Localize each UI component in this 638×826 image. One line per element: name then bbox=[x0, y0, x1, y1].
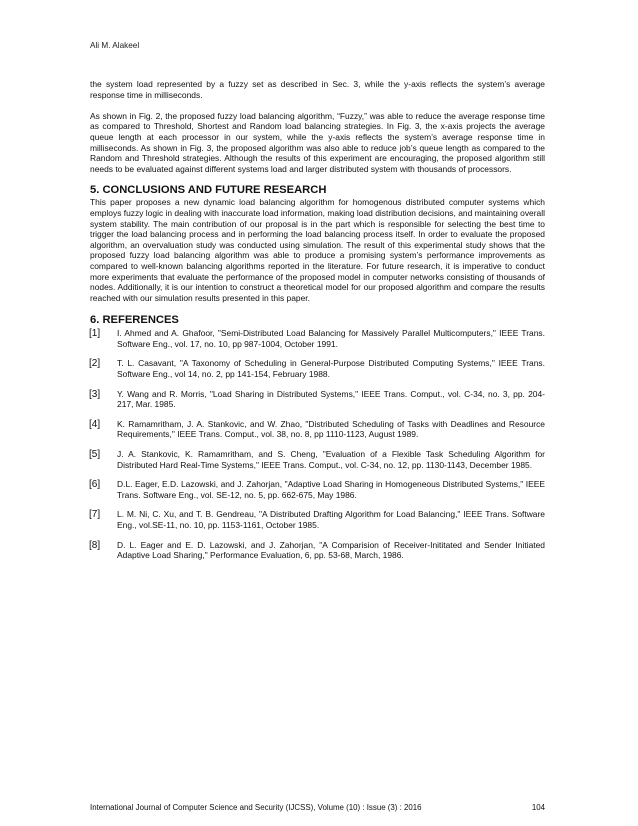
running-head-author: Ali M. Alakeel bbox=[90, 41, 140, 50]
reference-number: [7] bbox=[89, 509, 101, 521]
reference-number: [5] bbox=[89, 449, 101, 461]
reference-list bbox=[90, 328, 545, 561]
reference-item bbox=[90, 509, 545, 530]
reference-text: J. A. Stankovic, K. Ramamritham, and S. Cheng, "Evaluation of a Flexible Task Scheduling Algorithm for Distributed Hard Real-Time Systems," IEEE Trans. Comput., vol. C-34, no. 12, pp. 1130-1143, December 1985. bbox=[117, 449, 545, 470]
reference-item bbox=[90, 479, 545, 500]
reference-text: T. L. Casavant, "A Taxonomy of Scheduling in General-Purpose Distributed Computing Systems," IEEE Trans. Software Eng., vol 14, no. 2, pp 141-154, February 1988. bbox=[117, 358, 545, 380]
reference-number: [4] bbox=[89, 418, 101, 430]
page-footer bbox=[90, 803, 545, 812]
reference-text: K. Ramamritham, J. A. Stankovic, and W. Zhao, "Distributed Scheduling of Tasks with Deadlines and Resource Requirements," IEEE Trans. Comput., vol. 38, no. 8, pp 1110-1123, August 1989. bbox=[117, 418, 545, 440]
reference-number: [2] bbox=[89, 358, 101, 370]
footer-page-number: 104 bbox=[531, 803, 545, 812]
reference-text: I. Ahmed and A. Ghafoor, "Semi-Distributed Load Balancing for Massively Parallel Multicomputers," IEEE Trans. Software Eng., vol. 17, no. 10, pp 987-1004, October 1991. bbox=[117, 328, 545, 349]
paragraph-conclusions: This paper proposes a new dynamic load balancing algorithm for homogenous distributed computer systems which employs fuzzy logic in dealing with inaccurate load information, making load distribution decisions, and maintaining overall system stability. The main contribution of our proposal is in the part which is responsible for selecting the best time to trigger the load balancing process and in performing the load balancing process itself. In order to evaluate the proposed algorithm, an overvaluation study was conducted using simulation. The result of this experimental study shows that the proposed fuzzy load balancing algorithm was able to produce a promising system’s performance improvements as compared to well-known balancing algorithms reported in the literature. For future research, it is imperative to conduct more experiments that evaluate the performance of the proposed model in computer networks consisting of thousands of nodes. Additionally, it is our intention to construct a theoretical model for our proposed algorithm and compare the results reached with our simulation results presented in this paper. bbox=[90, 197, 545, 303]
reference-item bbox=[90, 328, 545, 349]
footer-journal: International Journal of Computer Science and Security (IJCSS), Volume (10) : Issue (3) : 2016 bbox=[90, 803, 422, 812]
reference-number: [3] bbox=[89, 388, 101, 400]
reference-item bbox=[90, 358, 545, 379]
page-content bbox=[90, 79, 545, 570]
reference-text: Y. Wang and R. Morris, "Load Sharing in Distributed Systems," IEEE Trans. Comput., vol. C-34, no. 3, pp. 204-217, Mar. 1985. bbox=[117, 388, 545, 410]
reference-text: L. M. Ni, C. Xu, and T. B. Gendreau, "A Distributed Drafting Algorithm for Load Balancing," IEEE Trans. Software Eng., vol.SE-11, no. 10, pp. 1153-1161, October 1985. bbox=[117, 509, 545, 530]
paragraph-continuation: the system load represented by a fuzzy set as described in Sec. 3, while the y-axis reflects the system’s average response time in milliseconds. bbox=[90, 79, 545, 100]
reference-text: D.L. Eager, E.D. Lazowski, and J. Zahorjan, "Adaptive Load Sharing in Homogeneous Distributed Systems," IEEE Trans. Software Eng., vol. SE-12, no. 5, pp. 662-675, May 1986. bbox=[117, 479, 545, 500]
section-heading-references: 6. REFERENCES bbox=[90, 314, 179, 327]
reference-item bbox=[90, 389, 545, 410]
paragraph-results: As shown in Fig. 2, the proposed fuzzy load balancing algorithm, “Fuzzy,” was able to reduce the average response time as compared to Threshold, Shortest and Random load balancing strategies. In Fig. 3, the x-axis projects the average queue length at each processor in our system, while the y-axis reflects the system’s average response time in milliseconds. As shown in Fig. 3, the proposed algorithm was also able to reduce job’s queue length as compared to the Random and Threshold strategies. Although the results of this experiment are encouraging, the proposed algorithm still needs to be evaluated against different systems load and larger distributed system with thousands of processors. bbox=[90, 110, 545, 174]
reference-number: [8] bbox=[89, 539, 101, 551]
reference-number: [6] bbox=[89, 479, 101, 491]
reference-item bbox=[90, 540, 545, 561]
reference-text: D. L. Eager and E. D. Lazowski, and J. Zahorjan, "A Comparision of Receiver-Inititated and Sender Initiated Adaptive Load Sharing," Performance Evaluation, 6, pp. 53-68, March, 1986. bbox=[117, 539, 545, 561]
reference-item bbox=[90, 419, 545, 440]
section-heading-conclusions: 5. CONCLUSIONS AND FUTURE RESEARCH bbox=[90, 184, 327, 197]
reference-item bbox=[90, 449, 545, 470]
reference-number: [1] bbox=[89, 328, 101, 340]
